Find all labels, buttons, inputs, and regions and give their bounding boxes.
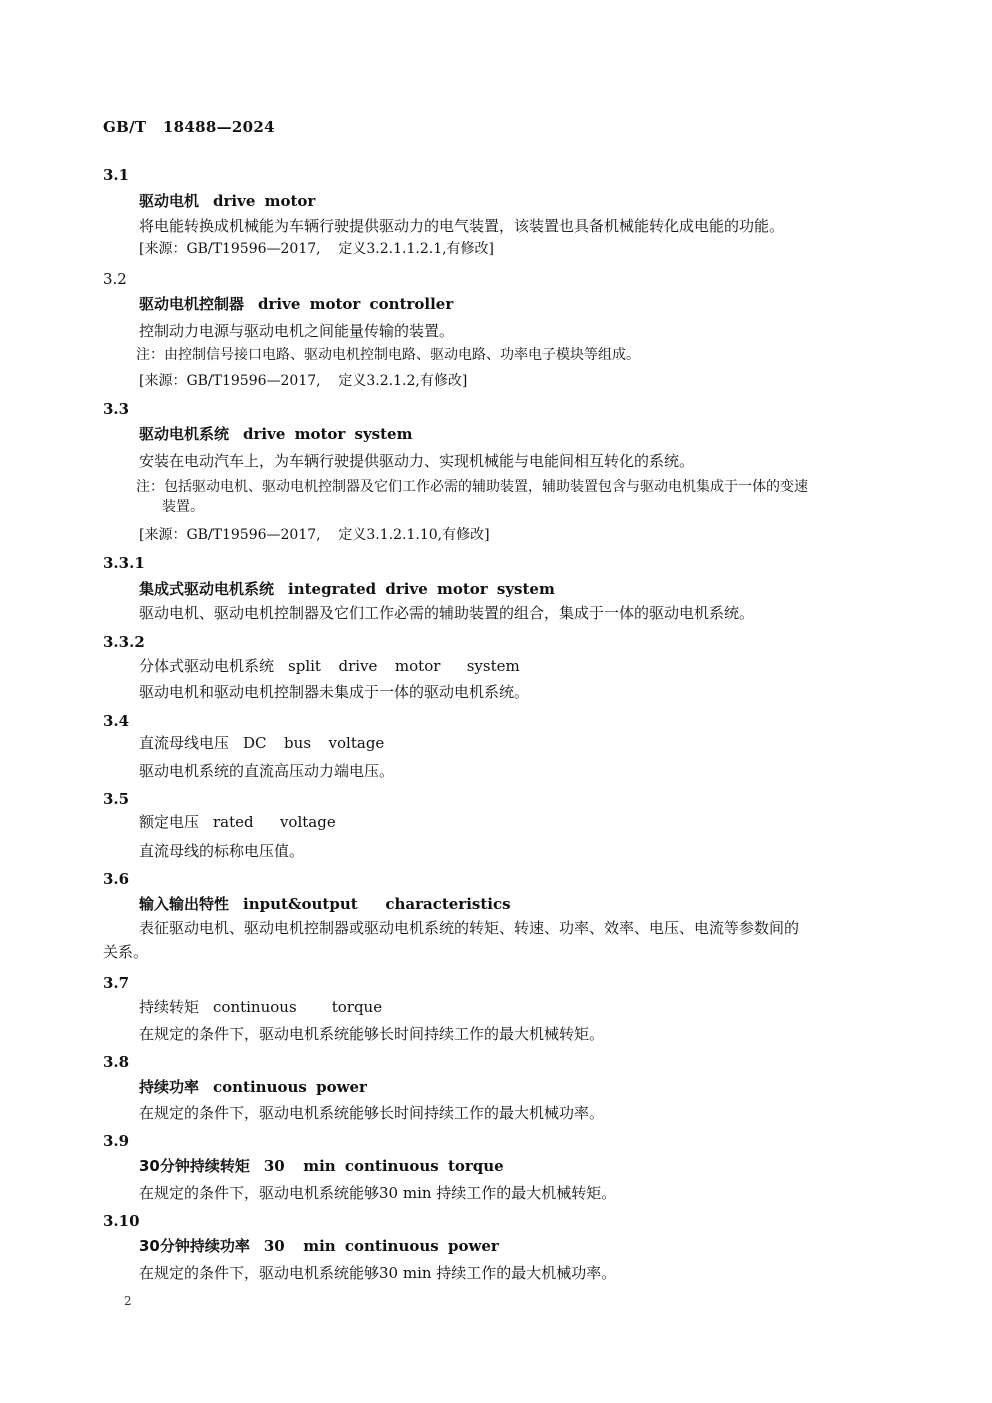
entry-note-3-3: 注：包括驱动电机、驱动电机控制器及它们工作必需的辅助装置，辅助装置包含与驱动电机集成于一体的变速 [136, 479, 808, 495]
entry-term-3-3 [139, 425, 412, 443]
page-number: 2 [124, 1294, 132, 1308]
term-en: continuous power [213, 1078, 367, 1096]
entry-number-3-2: 3.2 [103, 270, 127, 288]
term-zh: 驱动电机系统 [139, 425, 230, 443]
entry-term-3-3-1 [139, 580, 555, 598]
term-zh: 直流母线电压 [139, 734, 230, 752]
entry-number-3-1: 3.1 [103, 166, 130, 184]
term-zh: 持续功率 [139, 1078, 200, 1096]
entry-definition-3-7: 在规定的条件下，驱动电机系统能够长时间持续工作的最大机械转矩。 [139, 1025, 605, 1043]
entry-number-3-3-2: 3.3.2 [103, 633, 145, 651]
term-en: DC bus voltage [243, 734, 385, 752]
term-en: 30 min continuous power [263, 1237, 499, 1255]
term-en: drive motor controller [258, 295, 454, 313]
entry-note-3-3-cont: 装置。 [162, 499, 204, 515]
term-zh: 驱动电机控制器 [139, 295, 245, 313]
term-en: 30 min continuous torque [263, 1157, 504, 1175]
entry-definition-3-3-1: 驱动电机、驱动电机控制器及它们工作必需的辅助装置的组合，集成于一体的驱动电机系统。 [139, 604, 755, 622]
entry-number-3-9: 3.9 [103, 1132, 130, 1150]
entry-source-3-3: [来源：GB/T19596—2017, 定义3.1.2.1.10,有修改] [139, 527, 490, 543]
entry-term-3-7 [139, 998, 382, 1016]
term-zh: 30分钟持续功率 [139, 1237, 250, 1255]
entry-definition-3-5: 直流母线的标称电压值。 [139, 842, 305, 860]
entry-term-3-10 [139, 1237, 499, 1255]
entry-note-3-2: 注：由控制信号接口电路、驱动电机控制电路、驱动电路、功率电子模块等组成。 [136, 347, 640, 363]
entry-term-3-9 [139, 1157, 504, 1175]
entry-definition-3-6-cont: 关系。 [103, 943, 149, 961]
term-zh: 额定电压 [139, 813, 200, 831]
entry-source-3-2: [来源：GB/T19596—2017, 定义3.2.1.2,有修改] [139, 373, 468, 389]
entry-definition-3-6: 表征驱动电机、驱动电机控制器或驱动电机系统的转矩、转速、功率、效率、电压、电流等参数间的 [139, 919, 800, 937]
entry-definition-3-3: 安装在电动汽车上，为车辆行驶提供驱动力、实现机械能与电能间相互转化的系统。 [139, 452, 695, 470]
entry-definition-3-2: 控制动力电源与驱动电机之间能量传输的装置。 [139, 322, 455, 340]
entry-definition-3-4: 驱动电机系统的直流高压动力端电压。 [139, 762, 395, 780]
term-en: rated voltage [213, 813, 336, 831]
term-en: drive motor [213, 192, 316, 210]
entry-number-3-7: 3.7 [103, 974, 130, 992]
entry-term-3-5 [139, 813, 336, 831]
term-zh: 持续转矩 [139, 998, 200, 1016]
entry-term-3-3-2 [139, 657, 520, 675]
term-en: drive motor system [243, 425, 413, 443]
entry-number-3-8: 3.8 [103, 1053, 130, 1071]
entry-number-3-10: 3.10 [103, 1212, 140, 1230]
entry-number-3-3-1: 3.3.1 [103, 554, 145, 572]
term-en: continuous torque [213, 998, 383, 1016]
term-zh: 输入输出特性 [139, 895, 230, 913]
entry-definition-3-9: 在规定的条件下，驱动电机系统能够30 min 持续工作的最大机械转矩。 [139, 1184, 617, 1202]
term-zh: 分体式驱动电机系统 [139, 657, 275, 675]
entry-number-3-4: 3.4 [103, 712, 130, 730]
entry-definition-3-1: 将电能转换成机械能为车辆行驶提供驱动力的电气装置，该装置也具备机械能转化成电能的功能。 [139, 217, 785, 235]
entry-number-3-6: 3.6 [103, 870, 130, 888]
entry-definition-3-3-2: 驱动电机和驱动电机控制器未集成于一体的驱动电机系统。 [139, 683, 530, 701]
entry-definition-3-10: 在规定的条件下，驱动电机系统能够30 min 持续工作的最大机械功率。 [139, 1264, 617, 1282]
entry-definition-3-8: 在规定的条件下，驱动电机系统能够长时间持续工作的最大机械功率。 [139, 1104, 605, 1122]
standard-header: GB/T 18488—2024 [103, 118, 275, 136]
term-en: input&output characteristics [243, 895, 511, 913]
entry-term-3-2 [139, 295, 453, 313]
entry-source-3-1: [来源：GB/T19596—2017, 定义3.2.1.1.2.1,有修改] [139, 241, 495, 257]
entry-term-3-4 [139, 734, 384, 752]
term-zh: 30分钟持续转矩 [139, 1157, 250, 1175]
term-en: split drive motor system [288, 657, 520, 675]
entry-term-3-6 [139, 895, 511, 913]
entry-number-3-5: 3.5 [103, 790, 130, 808]
term-zh: 集成式驱动电机系统 [139, 580, 275, 598]
entry-term-3-8 [139, 1078, 367, 1096]
term-zh: 驱动电机 [139, 192, 200, 210]
term-en: integrated drive motor system [288, 580, 555, 598]
entry-number-3-3: 3.3 [103, 400, 130, 418]
entry-term-3-1 [139, 192, 315, 210]
